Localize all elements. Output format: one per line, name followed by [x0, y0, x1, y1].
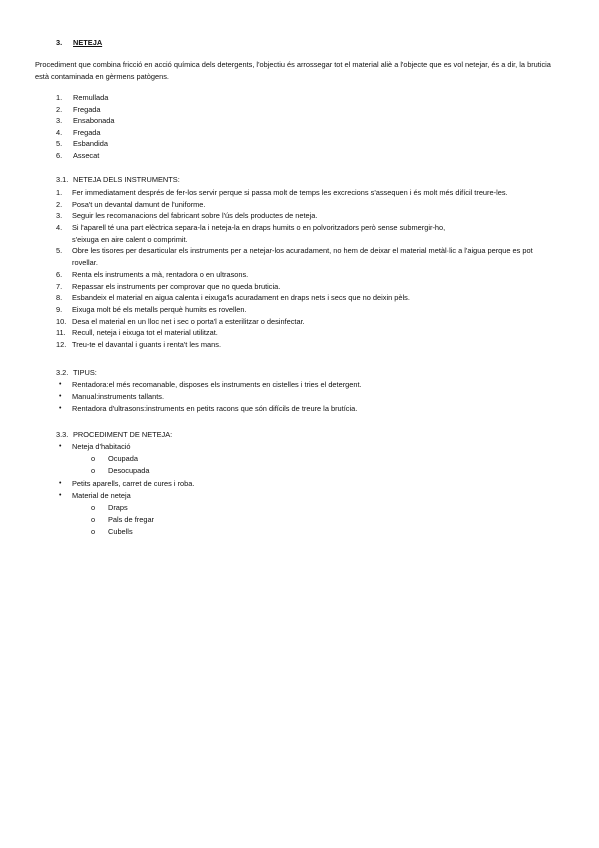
- list-number: 5.: [56, 246, 63, 256]
- sub-list-text: Desocupada: [108, 466, 150, 476]
- list-text-continuation: rovellar.: [72, 258, 98, 268]
- section-number: 3.1.: [56, 175, 69, 184]
- list-text: Neteja d'habitació: [72, 442, 131, 451]
- bullet-icon: •: [59, 393, 62, 401]
- circle-bullet-icon: o: [91, 527, 96, 537]
- section-heading-procediment: [56, 430, 172, 440]
- list-number: 3.: [56, 116, 63, 125]
- list-text: Remullada: [73, 93, 109, 102]
- sub-list-text: Ocupada: [108, 454, 138, 463]
- list-text: Rentadora:el més recomanable, disposes els instruments en cistelles i tries el detergent.: [72, 380, 362, 389]
- list-number: 10.: [56, 316, 67, 326]
- bullet-icon: •: [59, 443, 62, 450]
- list-number: 1.: [56, 188, 63, 197]
- list-text: Esbandeix el material en aigua calenta i eixuga'ls acuradament en draps nets i secs que no deixin pèls.: [72, 293, 410, 303]
- sub-list-text: Pals de fregar: [108, 515, 155, 525]
- section-number: 3.2.: [56, 368, 69, 377]
- list-text: Seguir les recomanacions del fabricant sobre l'ús dels productes de neteja.: [72, 211, 318, 221]
- list-text: Fregada: [73, 127, 101, 137]
- list-number: 2.: [56, 199, 63, 209]
- section-title: NETEJA DELS INSTRUMENTS:: [73, 175, 180, 184]
- list-number: 1.: [56, 93, 63, 102]
- heading-number: 3.: [56, 38, 63, 47]
- circle-bullet-icon: o: [91, 503, 96, 512]
- list-number: 8.: [56, 293, 63, 303]
- list-text: Fregada: [73, 104, 101, 114]
- bullet-icon: •: [59, 381, 62, 388]
- list-number: 5.: [56, 139, 63, 148]
- list-number: 12.: [56, 339, 67, 349]
- list-text: Ensabonada: [73, 116, 115, 125]
- list-text: Petits aparells, carret de cures i roba.: [72, 479, 195, 488]
- bullet-icon: •: [59, 480, 62, 487]
- circle-bullet-icon: o: [91, 466, 96, 476]
- list-number: 4.: [56, 127, 63, 137]
- list-text: Desa el material en un lloc net i sec o porta'l a esterilitzar o desinfectar.: [72, 316, 305, 326]
- section-heading-instruments: [56, 175, 180, 185]
- intro-paragraph: Procediment que combina fricció en acció química dels detergents, l'objectiu és arrossegar tot el material aliè a l'objecte que es vol netejar, és a dir, la bruticia està contaminada en gèrmens patògens.: [35, 60, 551, 81]
- circle-bullet-icon: o: [91, 515, 96, 525]
- list-number: 6.: [56, 269, 63, 279]
- sub-list-text: Draps: [108, 503, 128, 512]
- sub-list-text: Cubells: [108, 527, 133, 537]
- heading-title: NETEJA: [73, 38, 103, 47]
- list-text: Eixuga molt bé els metalls perquè humits es rovellen.: [72, 304, 247, 314]
- list-number: 11.: [56, 328, 66, 338]
- list-number: 4.: [56, 223, 63, 233]
- bullet-icon: •: [59, 405, 62, 413]
- section-title: TIPUS:: [73, 368, 97, 377]
- list-number: 2.: [56, 104, 63, 114]
- list-text: Treu-te el davantal i guants i renta't les mans.: [72, 339, 222, 349]
- list-text: Posa't un devantal damunt de l'uniforme.: [72, 199, 206, 209]
- list-number: 7.: [56, 281, 63, 291]
- list-text: Esbandida: [73, 139, 108, 148]
- list-number: 9.: [56, 304, 63, 314]
- bullet-icon: •: [59, 492, 62, 500]
- circle-bullet-icon: o: [91, 454, 96, 463]
- list-text: Assecat: [73, 150, 100, 160]
- list-text: Rentadora d'ultrasons:instruments en petits racons que són difícils de treure la brutícia.: [72, 404, 358, 414]
- list-text: Renta els instruments a mà, rentadora o en ultrasons.: [72, 269, 249, 279]
- list-text: Obre les tisores per desarticular els instruments per a netejar-los acuradament, no hem de deixar el material metàl·lic a l'aigua perque es pot: [72, 246, 533, 256]
- list-number: 6.: [56, 150, 63, 160]
- list-text: Repassar els instruments per comprovar que no queda bruticia.: [72, 281, 281, 291]
- list-text: Manual:instruments tallants.: [72, 392, 165, 402]
- list-text: Recull, neteja i eixuga tot el material utilitzat.: [72, 328, 218, 338]
- list-text: Si l'aparell té una part elèctrica separa-la i neteja-la en draps humits o en polvoritzadors però sense submergir-ho,: [72, 223, 446, 233]
- list-text: Fer immediatament després de fer-los servir perque si passa molt de temps les excrecions s'assequen i és molt més difícil treure-les.: [72, 188, 508, 197]
- list-number: 3.: [56, 211, 63, 221]
- list-text: Material de neteja: [72, 491, 131, 501]
- section-heading-tipus: [56, 368, 97, 378]
- section-title: PROCEDIMENT DE NETEJA:: [73, 430, 173, 439]
- section-number: 3.3.: [56, 430, 69, 439]
- list-text-continuation: s'eixuga en aire calent o comprimit.: [72, 234, 188, 244]
